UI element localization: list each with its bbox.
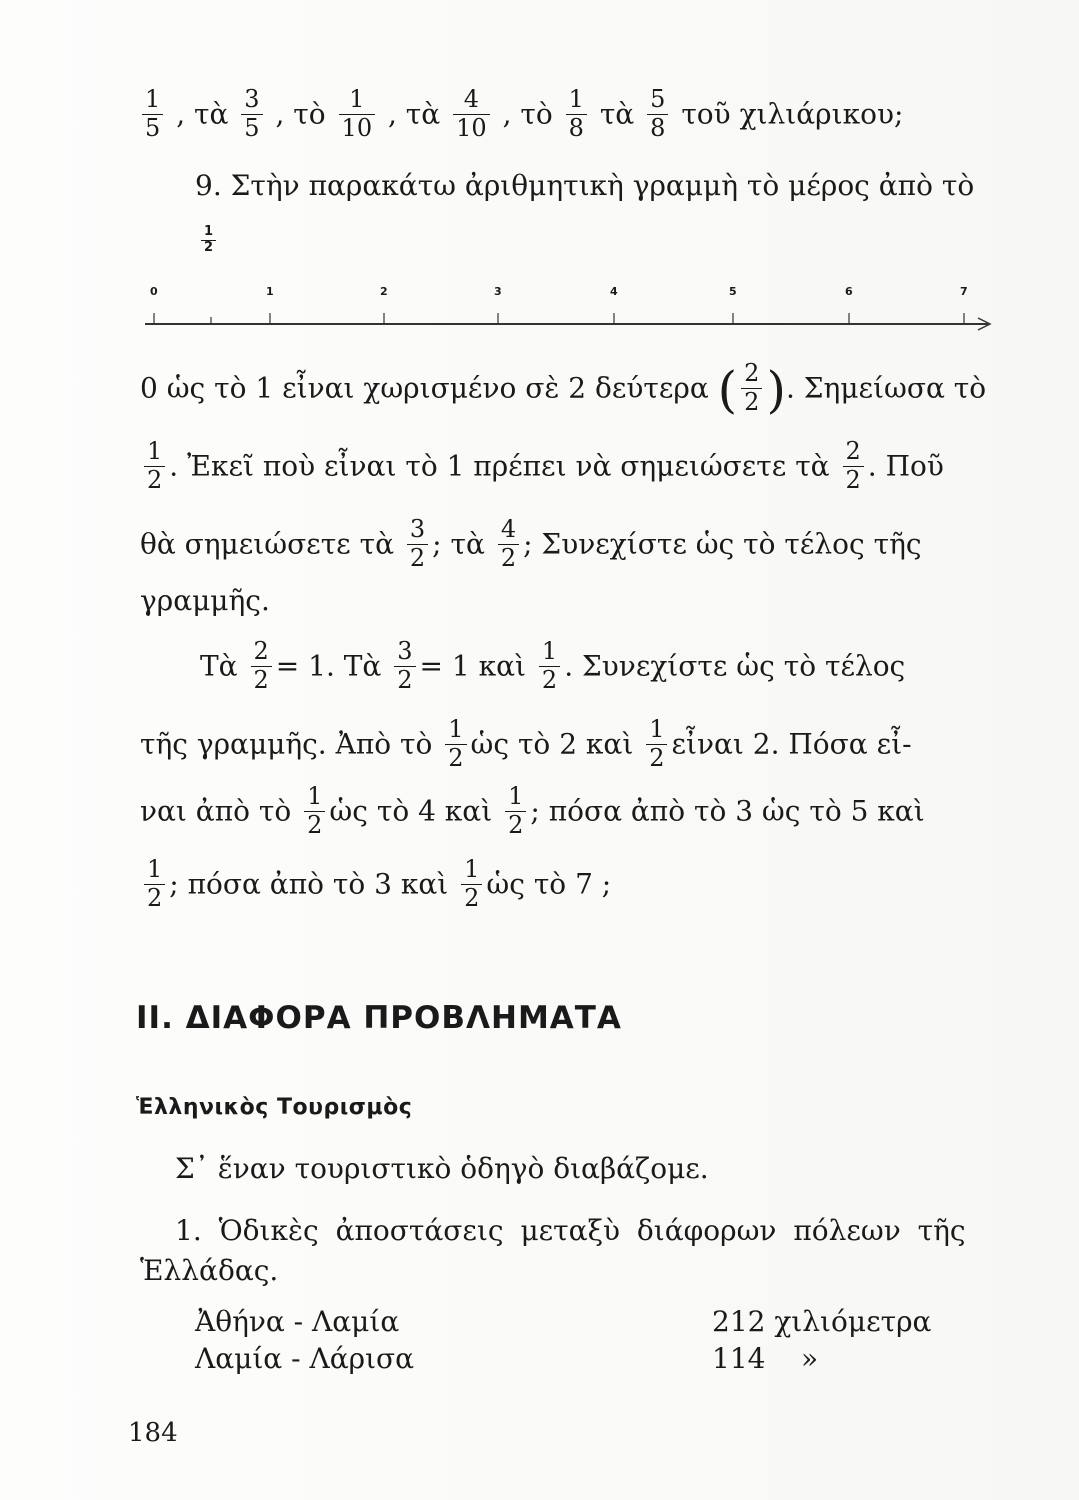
- intro-text: Σ᾽ ἕναν τουριστικὸ ὁδηγὸ διαβάζομε.: [175, 1152, 709, 1185]
- fraction: $\frac{1}{10}$: [339, 86, 376, 142]
- fraction: $\frac{2}{2}$: [251, 638, 272, 694]
- fraction: $\frac{4}{10}$: [453, 86, 490, 142]
- fraction: $\frac{1}{2}$: [304, 783, 325, 839]
- section-title: II. ΔΙΑΦΟΡΑ ΠΡΟΒΛΗΜΑΤΑ: [136, 1000, 622, 1036]
- fraction: $\frac{3}{2}$: [407, 516, 428, 572]
- fraction: $\frac{2}{2}$: [741, 360, 762, 416]
- exercise-9-text: θὰ σημειώσετε τὰ $\frac{3}{2}$ ; τὰ $\frac{4}{2}$ ; Συνεχίστε ὡς τὸ τέλος τῆς: [140, 515, 922, 572]
- tick-label: 3: [494, 285, 502, 298]
- exercise-9-text: $\frac{1}{2}$ . Ἐκεῖ ποὺ εἶναι τὸ 1 πρέπει νὰ σημειώσετε τὰ $\frac{2}{2}$ . Ποῦ: [140, 440, 944, 496]
- distance-value: 212 χιλιόμετρα: [712, 1305, 932, 1338]
- fraction: $\frac{1}{8}$: [566, 86, 587, 142]
- fraction: $\frac{1}{2}$: [539, 638, 560, 694]
- fraction: $\frac{1}{2}$: [144, 438, 165, 494]
- fraction: $\frac{1}{5}$: [142, 86, 163, 142]
- fraction: $\frac{5}{8}$: [647, 86, 668, 142]
- fraction: $\frac{1}{2}$: [445, 716, 466, 772]
- exercise-9-text: ναι ἀπὸ τὸ $\frac{1}{2}$ ὡς τὸ 4 καὶ $\frac{1}{2}$ ; πόσα ἀπὸ τὸ 3 ὡς τὸ 5 καὶ: [140, 782, 925, 839]
- exercise-9-text: τῆς γραμμῆς. Ἀπὸ τὸ $\frac{1}{2}$ ὡς τὸ 2 καὶ $\frac{1}{2}$ εἶναι 2. Πόσα εἶ-: [140, 715, 912, 772]
- number-line: [140, 225, 1000, 335]
- exercise-9-text: Τὰ $\frac{2}{2}$ = 1. Τὰ $\frac{3}{2}$ = 1 καὶ $\frac{1}{2}$ . Συνεχίστε ὡς τὸ τέλος: [200, 637, 906, 694]
- item-1-text: Ἑλλάδας.: [140, 1254, 279, 1287]
- page-number: 184: [128, 1418, 178, 1448]
- tick-label: 5: [729, 285, 737, 298]
- fractions-line: $\frac{1}{5}$ , τὰ $\frac{3}{5}$ , τὸ $\frac{1}{10}$ , τὰ $\frac{4}{10}$ , τὸ $\frac{1}{8}$ τὰ $\frac{5}{8}$ τοῦ χιλιάρικου;: [138, 88, 903, 144]
- distance-row: [195, 1342, 414, 1375]
- route: Ἀθήνα - Λαμία: [195, 1305, 400, 1338]
- exercise-9-text: 0 ὡς τὸ 1 εἶναι χωρισμένο σὲ 2 δεύτερα ( $\frac{2}{2}$ ). Σημείωσα τὸ: [140, 359, 987, 420]
- fraction: $\frac{1}{2}$: [505, 783, 526, 839]
- axis-line: [140, 225, 1000, 335]
- half-marker: $\frac{1}{2}$: [201, 225, 216, 256]
- item-1-text: 1. Ὁδικὲς ἀποστάσεις μεταξὺ διάφορων πόλεων τῆς: [175, 1214, 966, 1247]
- distance-value: 114 »: [712, 1342, 819, 1375]
- tick-label: 1: [266, 285, 274, 298]
- subsection-title: Ἑλληνικὸς Τουρισμὸς: [136, 1095, 413, 1120]
- fraction: $\frac{1}{2}$: [461, 856, 482, 912]
- distance-row: [195, 1305, 399, 1338]
- fraction: $\frac{1}{2}$: [646, 716, 667, 772]
- fraction: $\frac{3}{2}$: [394, 638, 415, 694]
- route: Λαμία - Λάρισα: [195, 1342, 415, 1375]
- tick-label: 4: [610, 285, 618, 298]
- exercise-9-text: γραμμῆς.: [140, 584, 270, 617]
- exercise-9-text: $\frac{1}{2}$ ; πόσα ἀπὸ τὸ 3 καὶ $\frac{1}{2}$ ὡς τὸ 7 ;: [140, 858, 611, 914]
- tick-label: 2: [380, 285, 388, 298]
- exercise-9-text: 9. Στὴν παρακάτω ἀριθμητικὴ γραμμὴ τὸ μέρος ἀπὸ τὸ: [195, 169, 975, 202]
- fraction: $\frac{4}{2}$: [498, 516, 519, 572]
- fraction: $\frac{1}{2}$: [144, 856, 165, 912]
- tick-label: 6: [845, 285, 853, 298]
- tick-label: 7: [960, 285, 968, 298]
- fraction: $\frac{2}{2}$: [843, 438, 864, 494]
- fraction: $\frac{3}{5}$: [241, 86, 262, 142]
- tick-label: 0: [150, 285, 158, 298]
